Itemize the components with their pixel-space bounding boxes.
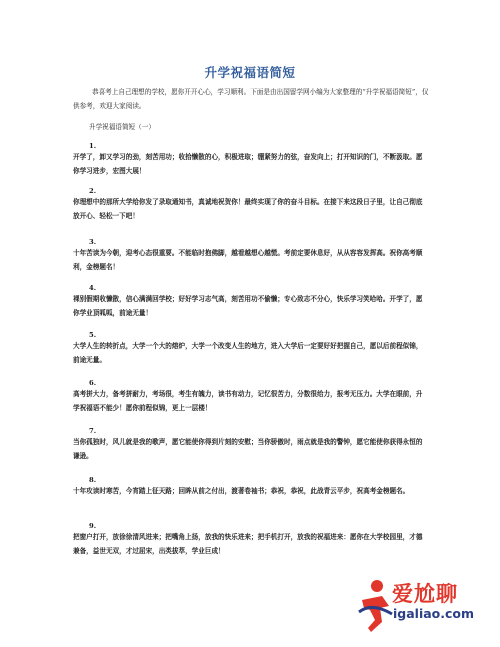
item-text: 裸别假期收懒散，信心满满回学校；好好学习志气高，刻苦用功不偷懒；专心致志不分心，快乐学习笑哈哈。开学了，愿你学业顶呱呱，前途无量！: [73, 295, 423, 317]
item-text: 十年攻读时寒苦，今宵踏上征天路；回眸从前之付出，渡著卷袖书；恭祝，恭祝，此战青云平步，祝高考金榜题名。: [73, 487, 410, 495]
item-number: 8.: [89, 476, 97, 484]
section-subtitle: 升学祝福语简短（一）: [89, 123, 155, 131]
item-number: 9.: [89, 522, 97, 530]
item-text: 大学人生的转折点，大学一个大的熔炉，大学一个改变人生的地方，进入大学后一定要好好把握自己，愿以后前程似锦，前途无量。: [73, 342, 423, 364]
item-number: 5.: [89, 331, 97, 339]
logo-wordmark: 爱尬聊: [392, 582, 458, 606]
site-logo: [356, 576, 488, 636]
item-text: 把窗户打开，放徐徐清风进来；把嘴角上扬，放我的快乐进来；把手机打开，放我的祝福进来：愿你在大学校园里，才德兼备，益世无双，才过屈宋，出类拔萃，学业巨成！: [73, 533, 423, 555]
runner-logo-icon: [356, 578, 394, 634]
item-number: 4.: [89, 284, 97, 292]
item-number: 7.: [89, 427, 97, 435]
item-text: 开学了，卸又学习的劲，刻苦用功；收拾懒散的心，积极进取；绷紧努力的弦，奋发向上；打开知识的门，不断汲取。愿你学习进步，宏图大展！: [73, 153, 423, 175]
page-title: 升学祝福语简短: [204, 65, 296, 80]
item-number: 3.: [89, 238, 97, 246]
intro-paragraph: 恭喜考上自己理想的学校，愿你开开心心，学习顺利。下面是由出国留学网小编为大家整理的“升学祝福语简短”，仅供参考，欢迎大家阅读。: [73, 88, 429, 110]
item-text: 十年苦读为今朝，迎考心态很重要。不能临时抱佛脚，越看越想心越慌。考前定要休息好，从从容容发挥高。祝你高考顺利，金榜题名！: [73, 249, 423, 271]
item-number: 6.: [89, 379, 97, 387]
item-text: 你理想中的那所大学给你发了录取通知书，真诚地祝贺你！最终实现了你的奋斗目标。在接下来这段日子里，让自己彻底放开心、轻松一下吧！: [73, 198, 423, 220]
logo-url: igaliao.com: [393, 606, 475, 621]
item-number: 1.: [89, 142, 97, 150]
item-number: 2.: [89, 187, 97, 195]
item-text: 当你孤独时，风儿就是我的歌声，愿它能使你得到片刻的安慰；当你骄傲时，雨点就是我的警钟，愿它能使你获得永恒的谦逊。: [73, 438, 423, 460]
item-text: 高考拼大力，备考拼耐力，考场很，考生有魄力，读书有动力，记忆很苦力，分数很给力，报考无压力。大学在眼前，升学祝福语不能少！愿你前程似锦，更上一层楼！: [73, 390, 423, 412]
